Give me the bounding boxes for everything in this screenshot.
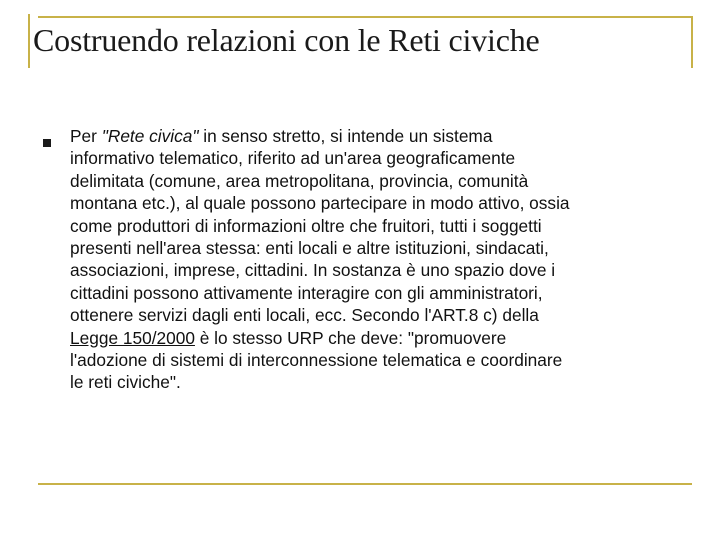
paragraph-line-10 [70, 327, 686, 349]
legge-150-2000-link[interactable]: Legge 150/2000 [70, 327, 195, 348]
square-bullet-icon [43, 139, 51, 147]
bullet-paragraph [70, 125, 686, 394]
right-border-line [691, 16, 693, 68]
left-border-line [28, 14, 30, 68]
paragraph-line-2: informativo telematico, riferito ad un'area geograficamente [70, 148, 516, 169]
paragraph-line-6: presenti nell'area stessa: enti locali e altre istituzioni, sindacati, [70, 238, 549, 259]
rete-civica-term: "Rete civica" [101, 126, 199, 146]
top-border-line [38, 16, 692, 18]
paragraph-line-1 [70, 125, 686, 147]
paragraph-line-9: ottenere servizi dagli enti locali, ecc. Secondo l'ART.8 c) della [70, 305, 539, 326]
paragraph-line-8: cittadini possono attivamente interagire con gli amministratori, [70, 282, 543, 303]
paragraph-line-11: l'adozione di sistemi di interconnessione telematica e coordinare [70, 350, 563, 371]
line10-after: è lo stesso URP che deve: "promuovere [194, 327, 507, 348]
line1-before: Per [70, 126, 102, 146]
paragraph-line-4: montana etc.), al quale possono partecipare in modo attivo, ossia [70, 193, 570, 214]
line1-after: in senso stretto, si intende un sistema [198, 126, 493, 146]
paragraph-line-3: delimitata (comune, area metropolitana, provincia, comunità [70, 170, 529, 191]
bottom-border-line [38, 483, 692, 485]
paragraph-line-12: le reti civiche". [70, 372, 181, 393]
paragraph-line-7: associazioni, imprese, cittadini. In sostanza è uno spazio dove i [70, 260, 556, 281]
paragraph-line-5: come produttori di informazioni oltre che fruitori, tutti i soggetti [70, 215, 542, 236]
slide-title: Costruendo relazioni con le Reti civiche [33, 22, 540, 58]
